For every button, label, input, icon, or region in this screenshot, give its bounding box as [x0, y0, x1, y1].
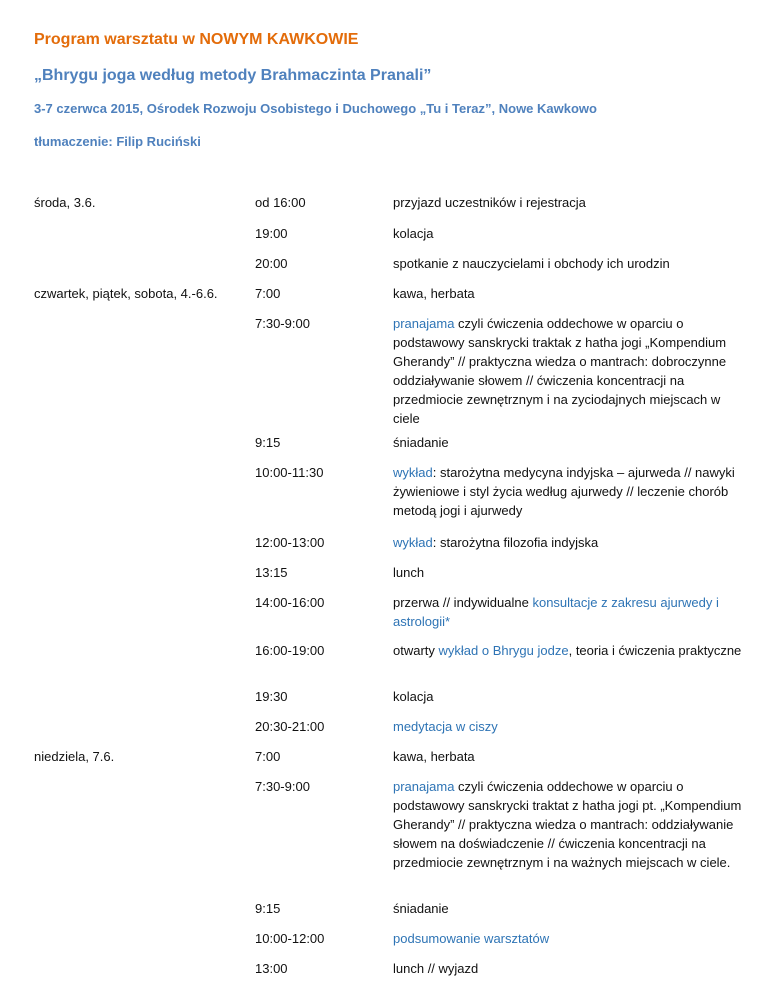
description-text: czyli ćwiczenia oddechowe w oparciu o podstawowy sanskrycki traktat z hatha jogi pt. „Kompendium Gherandy” // praktyczna wiedza o mantrach: oddziaływanie słowem na doświadczenie // ćwiczenia koncentracji na przedmiocie zewnętrznym i na ważnych miejscach w ciele.	[393, 779, 742, 870]
schedule-time: 7:30-9:00	[255, 779, 310, 794]
schedule-description	[393, 463, 743, 520]
description-text: lunch // wyjazd	[393, 961, 479, 976]
workshop-dates-location: 3-7 czerwca 2015, Ośrodek Rozwoju Osobistego i Duchowego „Tu i Teraz”, Nowe Kawkowo	[34, 101, 597, 116]
schedule-description	[393, 929, 743, 948]
schedule-time: 10:00-12:00	[255, 931, 325, 946]
schedule-time: 10:00-11:30	[255, 465, 324, 480]
description-text: lunch	[393, 565, 425, 580]
schedule-time: 9:15	[255, 435, 281, 450]
highlighted-term: podsumowanie warsztatów	[393, 931, 550, 946]
highlighted-term: medytacja w ciszy	[393, 719, 498, 734]
schedule-time: 12:00-13:00	[255, 535, 325, 550]
schedule-description	[393, 533, 743, 552]
schedule-time: 13:15	[255, 565, 288, 580]
schedule-description	[393, 687, 743, 706]
schedule-time: 9:15	[255, 901, 281, 916]
description-text: , teoria i ćwiczenia praktyczne	[568, 643, 742, 658]
description-text: spotkanie z nauczycielami i obchody ich urodzin	[393, 256, 670, 271]
description-text: śniadanie	[393, 435, 449, 450]
description-text: kolacja	[393, 226, 434, 241]
highlighted-term: konsultacje z zakresu ajurwedy i astrologii*	[393, 595, 719, 629]
schedule-description	[393, 284, 743, 303]
description-text: kolacja	[393, 689, 434, 704]
schedule-description	[393, 899, 743, 918]
schedule-time: 14:00-16:00	[255, 595, 325, 610]
schedule-time: 13:00	[255, 961, 288, 976]
schedule-description	[393, 777, 743, 872]
schedule-time: 7:00	[255, 286, 281, 301]
translator-line: tłumaczenie: Filip Ruciński	[34, 134, 201, 149]
schedule-description	[393, 563, 743, 582]
description-text: przerwa // indywidualne	[393, 595, 533, 610]
schedule-time: 7:00	[255, 749, 281, 764]
document-title: Program warsztatu w NOWYM KAWKOWIE	[34, 31, 359, 48]
description-text: kawa, herbata	[393, 749, 475, 764]
schedule-description	[393, 254, 743, 273]
description-text: czyli ćwiczenia oddechowe w oparciu o podstawowy sanskrycki traktak z hatha jogi „Kompendium Gherandy” // praktyczna wiedza o mantrach: dobroczynne oddziaływanie słowem // ćwiczenia koncentracji na przedmiocie zewnętrznym i na zyciodajnych miejscach w ciele	[393, 316, 727, 426]
highlighted-term: pranajama	[393, 316, 455, 331]
schedule-day: środa, 3.6.	[34, 195, 96, 210]
schedule-description	[393, 433, 743, 452]
schedule-time: 19:00	[255, 226, 288, 241]
schedule-time: 20:00	[255, 256, 288, 271]
schedule-description	[393, 224, 743, 243]
schedule-day: niedziela, 7.6.	[34, 749, 115, 764]
schedule-description	[393, 747, 743, 766]
schedule-time: 19:30	[255, 689, 288, 704]
highlighted-term: pranajama	[393, 779, 455, 794]
schedule-time: 7:30-9:00	[255, 316, 310, 331]
schedule-description	[393, 314, 743, 428]
description-text: : starożytna medycyna indyjska – ajurweda // nawyki żywieniowe i styl życia według ajurwedy // leczenie chorób metodą jogi i ajurwedy	[393, 465, 735, 518]
description-text: przyjazd uczestników i rejestracja	[393, 195, 586, 210]
workshop-subtitle: „Bhrygu joga według metody Brahmaczinta Pranali”	[34, 67, 432, 84]
schedule-day: czwartek, piątek, sobota, 4.-6.6.	[34, 286, 218, 301]
schedule-time: od 16:00	[255, 195, 306, 210]
highlighted-term: wykład	[393, 465, 433, 480]
description-text: śniadanie	[393, 901, 449, 916]
description-text: otwarty	[393, 643, 439, 658]
schedule-description	[393, 641, 743, 660]
schedule-description	[393, 193, 743, 212]
highlighted-term: wykład	[393, 535, 433, 550]
description-text: : starożytna filozofia indyjska	[432, 535, 599, 550]
schedule-description	[393, 959, 743, 978]
schedule-description	[393, 593, 743, 631]
schedule-time: 20:30-21:00	[255, 719, 325, 734]
highlighted-term: wykład o Bhrygu jodze	[438, 643, 569, 658]
description-text: kawa, herbata	[393, 286, 475, 301]
schedule-time: 16:00-19:00	[255, 643, 325, 658]
schedule-description	[393, 717, 743, 736]
